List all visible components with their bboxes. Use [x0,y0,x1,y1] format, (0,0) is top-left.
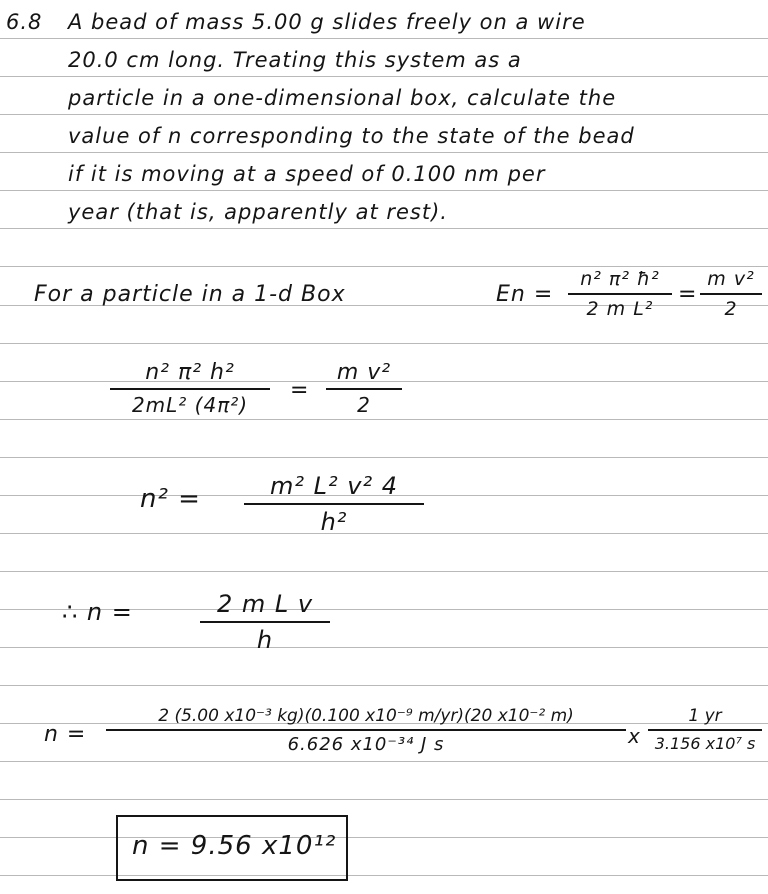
step2-rhs-fraction [326,360,402,417]
ruled-line [0,457,768,458]
step3-fraction [244,472,424,536]
step4-fraction [200,590,330,654]
step4-numerator: 2 m L v [216,590,314,618]
fraction-bar [200,621,330,623]
solution-intro: For a particle in a 1-d Box [34,282,346,307]
energy-denominator: 2 m L² [586,298,654,320]
ruled-line [0,647,768,648]
energy-rhs-numerator: m v² [707,268,755,290]
step3-denominator: h² [320,508,348,536]
problem-line: if it is moving at a speed of 0.100 nm per [68,162,546,186]
step2-numerator: n² π² h² [145,360,235,385]
step4-lhs: ∴ n = [62,598,133,626]
fraction-bar [106,729,626,731]
energy-equals: = [678,282,698,307]
problem-line: year (that is, apparently at rest). [68,200,448,224]
fraction-bar [326,388,402,390]
step2-rhs-denominator: 2 [357,393,371,417]
step3-numerator: m² L² v² 4 [270,472,398,500]
problem-line: 20.0 cm long. Treating this system as a [68,48,522,72]
step2-fraction [110,360,270,417]
energy-fraction [568,268,672,320]
problem-line: A bead of mass 5.00 g slides freely on a wire [68,10,586,34]
ruled-line [0,419,768,420]
energy-lhs: En = [496,282,554,307]
energy-rhs-fraction [700,268,762,320]
step5-numerator: 2 (5.00 x10⁻³ kg)(0.100 x10⁻⁹ m/yr)(20 x10⁻² m) [158,706,574,726]
fraction-bar [568,293,672,295]
step2-denominator: 2mL² (4π²) [131,393,249,417]
problem-line: value of n corresponding to the state of the bead [68,124,635,148]
ruled-line [0,571,768,572]
ruled-line [0,761,768,762]
step5-conversion-numerator: 1 yr [688,706,722,726]
ruled-line [0,152,768,153]
step5-fraction [106,706,626,755]
fraction-bar [648,729,762,731]
problem-line: particle in a one-dimensional box, calculate the [68,86,617,110]
energy-numerator: n² π² ħ² [580,268,660,290]
step5-conversion-fraction [648,706,762,753]
ruled-line [0,266,768,267]
ruled-line [0,228,768,229]
ruled-line [0,799,768,800]
step5-denominator: 6.626 x10⁻³⁴ J s [287,734,445,755]
step5-conversion-denominator: 3.156 x10⁷ s [654,734,756,753]
step3-lhs: n² = [140,484,201,514]
ruled-line [0,190,768,191]
step2-equals: = [290,378,310,403]
ruled-line [0,38,768,39]
ruled-line [0,685,768,686]
fraction-bar [700,293,762,295]
step2-rhs-numerator: m v² [336,360,392,385]
fraction-bar [244,503,424,505]
fraction-bar [110,388,270,390]
step4-denominator: h [256,626,274,654]
step5-lhs: n = [44,722,87,747]
final-answer: n = 9.56 x10¹² [132,831,337,861]
energy-rhs-denominator: 2 [724,298,738,320]
ruled-line [0,114,768,115]
ruled-line [0,343,768,344]
ruled-line [0,76,768,77]
answer-box [116,815,348,881]
step5-times: x [628,724,641,748]
problem-number: 6.8 [6,10,43,34]
